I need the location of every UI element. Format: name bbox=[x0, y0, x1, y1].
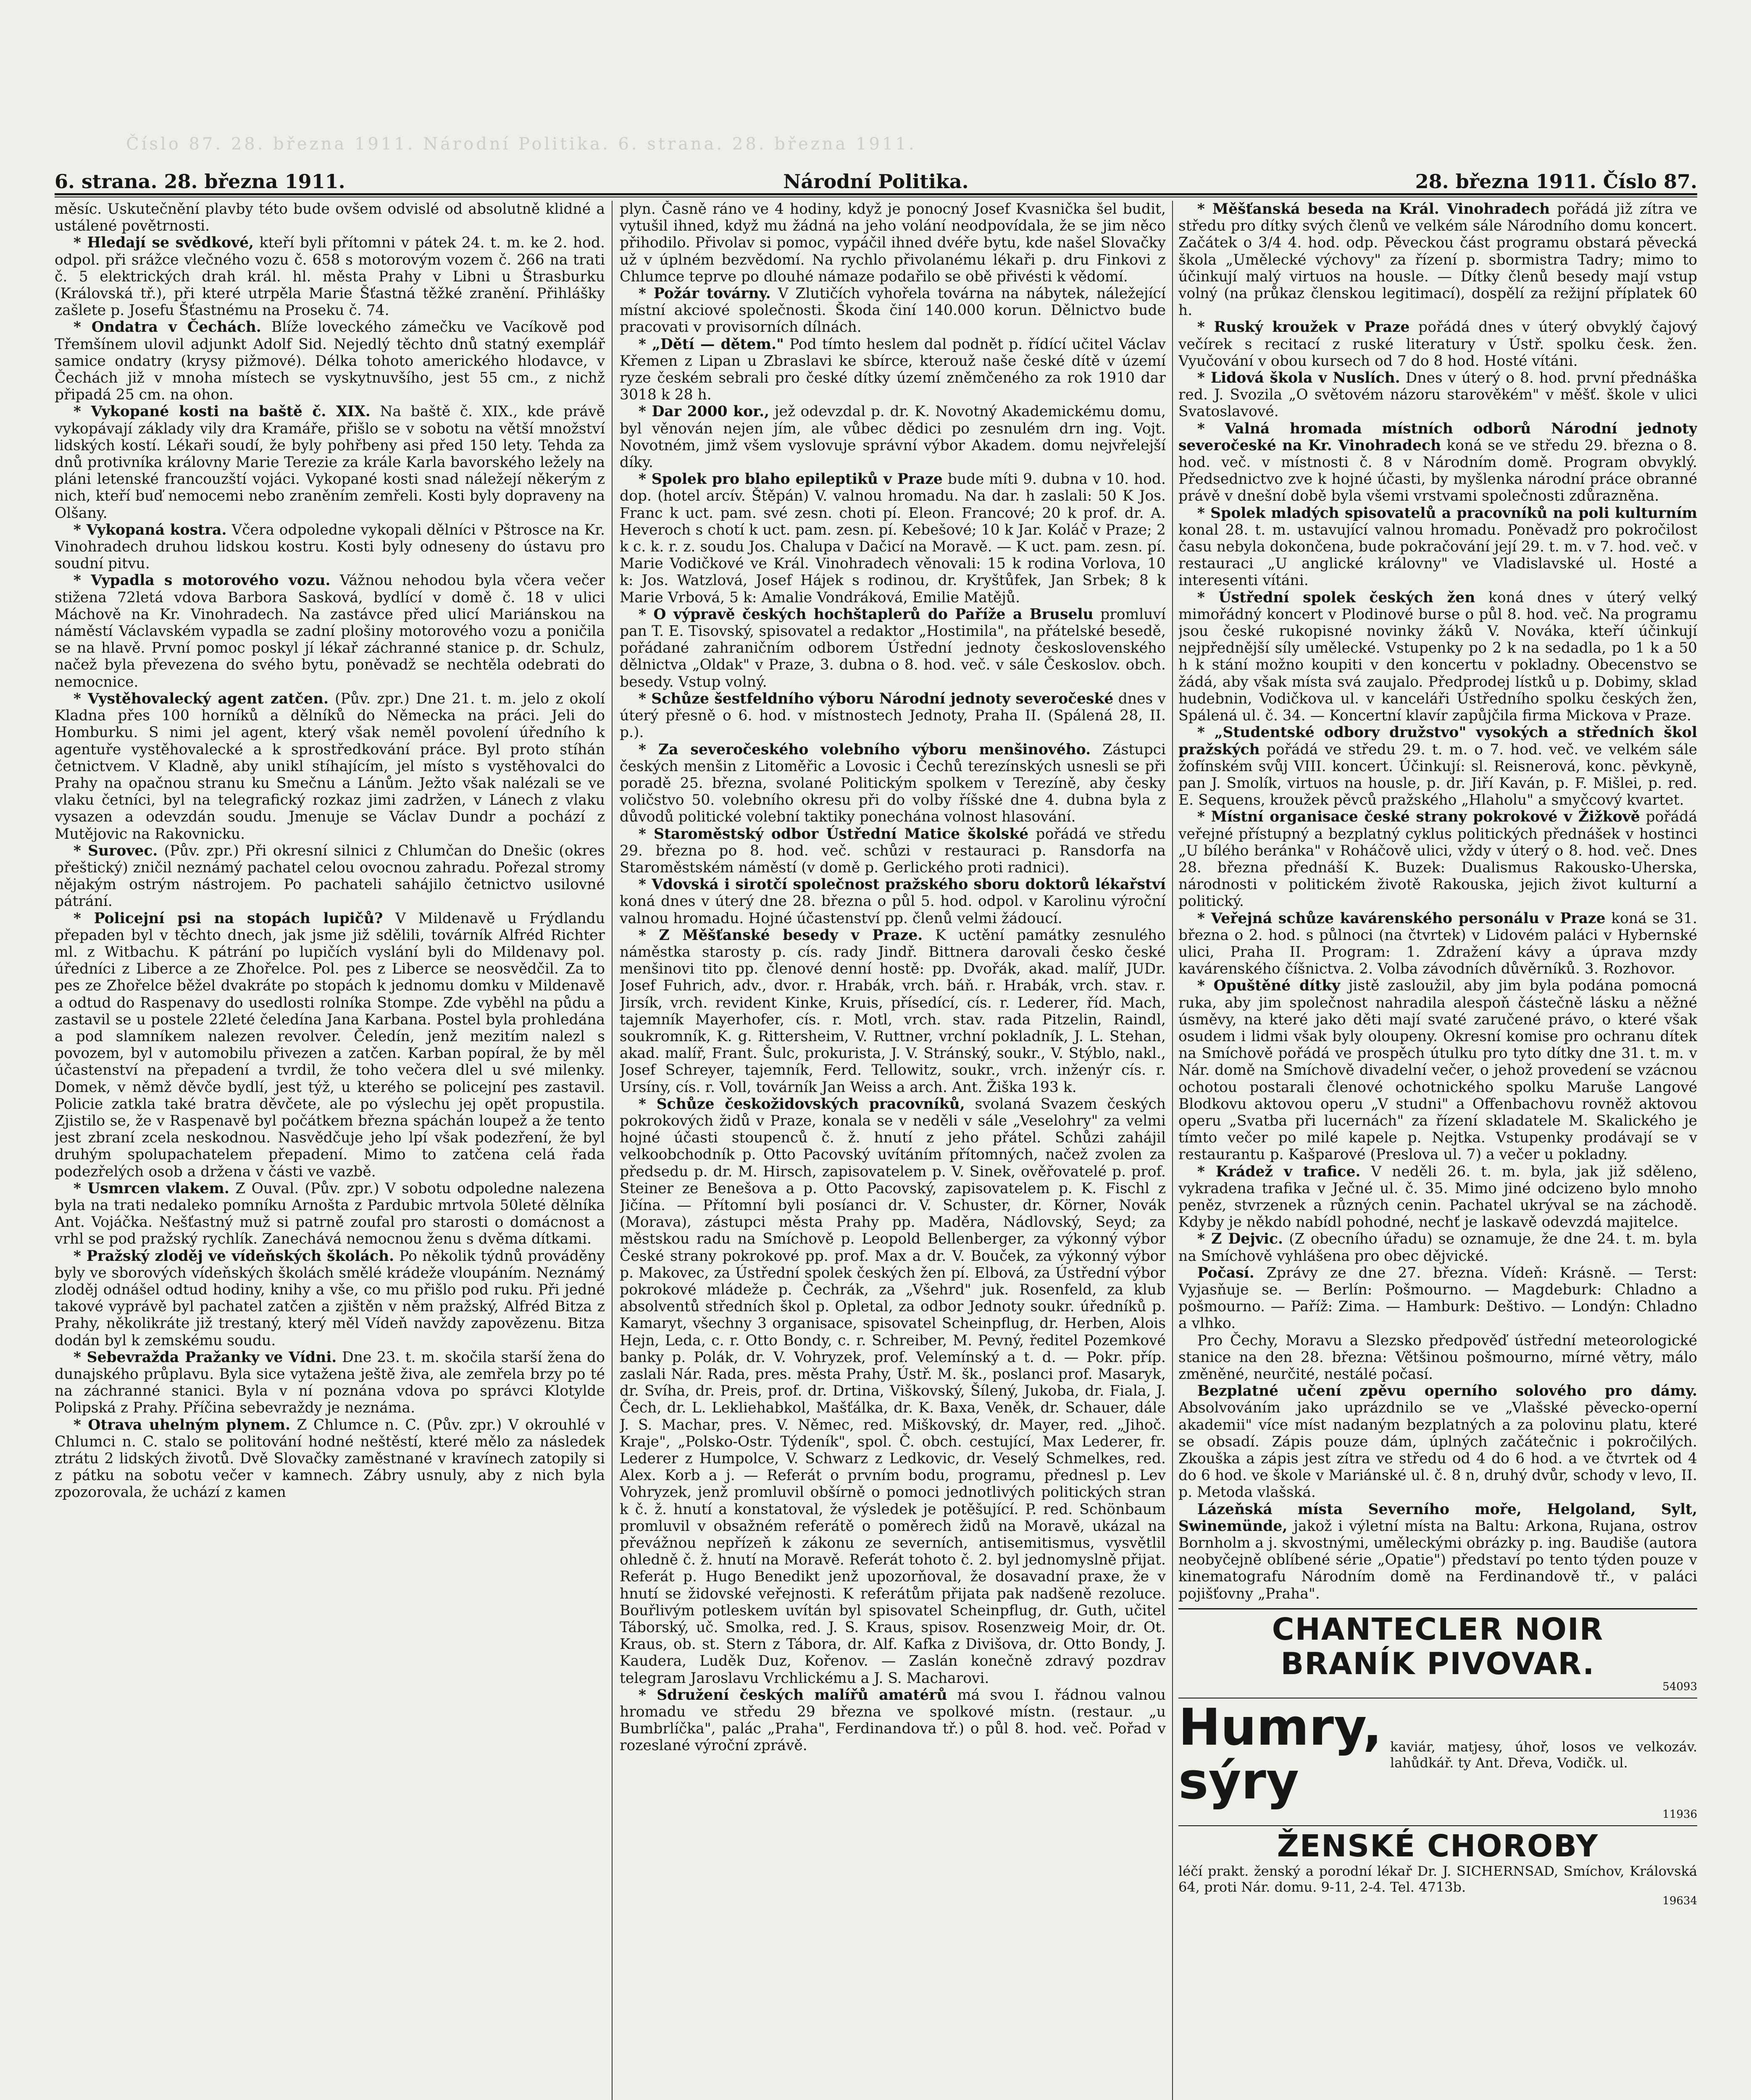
header-left: 6. strana. 28. března 1911. bbox=[55, 170, 345, 193]
article-headline: * Otrava uhelným plynem. bbox=[73, 1416, 291, 1433]
article-headline: * Ústřední spolek českých žen bbox=[1197, 589, 1475, 606]
article-body: dnes v úterý přesně o 6. hod. v místnostech Jednoty, Praha II. (Spálená 28, II. p.). bbox=[620, 690, 1166, 741]
ad-chantecler-line1: CHANTECLER NOIR bbox=[1272, 1611, 1604, 1647]
article-headline: * Usmrcen vlakem. bbox=[73, 1180, 229, 1197]
article-paragraph bbox=[620, 826, 1166, 877]
article-headline: * Místní organisace české strany pokrokové v Žižkově bbox=[1197, 808, 1640, 826]
ad-humry-title: Humry, sýry bbox=[1178, 1698, 1382, 1811]
article-body: kteří byli přítomni v pátek 24. t. m. ke 2. hod. odpol. při srážce vlečného vozu č. 658 s motorovým vozem č. 266 na trati č. 5 elektrických drah král. hl. města Prahy v Libni u Štrasburku (Královská tř.), při které utrpěla Marie Šťastná těžké zranění. Přihlášky zašlete p. Josefu Šťastnému na Proseku č. 74. bbox=[55, 234, 605, 319]
article-body: pořádá veřejné přístupný a bezplatný cyklus politických přednášek v hostinci „U bílého beránka" v Roháčově ulici, vždy v úterý o 8. hod. več. Dnes 28. března přednáší K. Buzek: Dualismus Rakousko-Uherska, národnosti v politickém životě Rakouska, jejich život kulturní a politický. bbox=[1178, 808, 1697, 910]
article-body: V Mildenavě u Frýdlandu přepaden byl v těchto dnech, jak jsme již sdělili, továrník Alfréd Richter ml. z Witbachu. K pátrání po lupičích vyslání byli do Mildenavy pol. úředníci z Liberce a ze Zhořelce. Pol. pes z Liberce se neosvědčil. Za to pes ze Zhořelce běžel dvakráte po stopách k jednomu domku v Mildenavě a odtud do Raspenavy do usedlosti rolníka Stompe. Zde vyběhl na půdu a zastavil se u postele 22leté čeledína Jana Karbana. Postel byla prohledána a pod slamníkem nalezen revolver. Čeledín, jenž mezitím nalezl s povozem, byl v automobilu přivezen a zatčen. Karban popíral, že by měl účastenství na přepadení a tvrdil, že toho večera dlel u své milenky. Domek, v němž děvče bydlí, jest týž, u kterého se policejní pes zastavil. Policie zatkla také bratra děvčete, ale po výslechu jej opět propustila. Zjistilo se, že v Raspenavě byl počátkem března spáchán loupež a že tento jest zbraní zcela neskodnou. Nasvědčuje jeho lpí však podezření, že byl druhým spolupachatelem přepadení. Mimo to zatčena celá řada podezřelých osob a držena v části ve vazbě. bbox=[55, 910, 605, 1180]
article-body: bude míti 9. dubna v 10. hod. dop. (hotel arcív. Štěpán) V. valnou hromadu. Na dar. h zaslali: 50 K Jos. Franc k uct. pam. své zesn. choti pí. Eleon. Francové; 20 k prof. dr. A. Heveroch s chotí k uct. pam. zesn. pí. Kebešové; 10 k Jar. Koláč v Praze; 2 k c. k. r. z. soudu Jos. Chalupa v Dačicí na Moravě. — K uct. pam. zesn. pí. Marie Vodičkové ve Král. Vinohradech věnovali: 15 k rodina Vorlova, 10 k: Jos. Watzlová, Josef Hájek s rodinou, dr. Kryštůfek, Jan Srbek; 8 k Marie Vrbová, 5 k: Amalie Vondráková, Emilie Matějů. bbox=[620, 471, 1166, 606]
article-body: Z Ouval. (Pův. zpr.) V sobotu odpoledne nalezena byla na trati nedaleko pomníku Arnošta z Pardubic mrtvola 50leté dělníka Ant. Vojáčka. Nešťastný muž si patrně zoufal pro starosti o domácnost a vrhl se pod pražský rychlík. Zanechává nemocnou ženu s dvěma dítkami. bbox=[55, 1180, 605, 1248]
article-headline: Počasí. bbox=[1197, 1264, 1254, 1281]
article-headline: * „Dětí — dětem." bbox=[638, 336, 784, 353]
article-body: Dnes v úterý o 8. hod. první přednáška red. J. Svozila „O světovém názoru starověkém" v měšť. škole v ulici Svatoslavové. bbox=[1178, 370, 1697, 420]
ad-chantecler-number: 54093 bbox=[1662, 1680, 1697, 1693]
article-headline: * Surovec. bbox=[73, 842, 158, 859]
article-paragraph bbox=[1178, 505, 1697, 589]
article-paragraph bbox=[1178, 370, 1697, 420]
article-body: Pro Čechy, Moravu a Slezsko předpověď ústřední meteorologické stanice na den 28. března: Většinou pošmourno, mírné větry, málo změněné, neurčité, nestálé počasí. bbox=[1178, 1332, 1697, 1383]
article-paragraph bbox=[55, 522, 605, 572]
column-1 bbox=[55, 201, 605, 2100]
article-headline: * Vykopané kosti na baště č. XIX. bbox=[73, 403, 371, 420]
article-paragraph bbox=[620, 201, 1166, 285]
ad-zenske-title: ŽENSKÉ CHOROBY bbox=[1277, 1828, 1599, 1864]
article-body: Zástupci českých menšin z Litoměřic a Lovosic i Čechů terezínských usnesli se při poradě 25. března, svolané Politickým spolkem v Terezíně, aby česky voličstvo 50. volebního okresu při do volby říšské dne 4. dubna byla z důvodů politické volební taktiky ponechána volnost hlasování. bbox=[620, 741, 1166, 826]
article-paragraph bbox=[1178, 910, 1697, 978]
article-paragraph bbox=[1178, 201, 1697, 319]
ad-chantecler bbox=[1178, 1608, 1697, 1695]
article-body: Pod tímto heslem dal podnět p. řídící učitel Václav Křemen z Lipan u Zbraslavi ke sbírce, kterouž naše české dítě v území ryze českém sebrali pro české dítky území zněmčeného za rok 1910 dar 3018 k 28 h. bbox=[620, 336, 1166, 404]
article-paragraph bbox=[620, 285, 1166, 336]
article-paragraph bbox=[1178, 319, 1697, 370]
article-paragraph bbox=[55, 319, 605, 403]
article-body: Na baště č. XIX., kde právě vykopávají základy vily dra Kramáře, přišlo se v sobotu na větší množství lidských kostí. Lékaři soudí, že byly pohřbeny asi před 150 lety. Tehda za dnů protivníka královny Marie Terezie za krále Karla bavorského ležely na pláni letenské francouzští vojáci. Vykopané kosti snad náležejí někerým z nich, kteří buď nemocemi nebo zraněním zemřeli. Kosti byly dopraveny na Olšany. bbox=[55, 403, 605, 522]
article-body: jež odevzdal p. dr. K. Novotný Akademickému domu, byl věnován nejen jím, ale vůbec dědici po zesnulém drn ing. Vojt. Novotném, jimž všem vyslovuje správní výbor Akadem. domu nejvřelejší díky. bbox=[620, 403, 1166, 471]
article-body: Včera odpoledne vykopali dělníci v Pštrosce na Kr. Vinohradech druhou lidskou kostru. Kosti byly odneseny do ústavu pro soudní pitvu. bbox=[55, 521, 605, 572]
article-body: pořádá ve středu 29. t. m. o 7. hod. več. ve velkém sále žofínském svůj VIII. koncert. Účinkují: sl. Reisnerová, konc. pěvkyně, pan J. Smolík, virtuos na housle, p. dr. Jiří Kaván, p. F. Mišlei, p. red. E. Sequens, kroužek pěvců pražského „Hlaholu" a smyčcový kvartet. bbox=[1178, 741, 1697, 809]
article-headline: * Z Měšťanské besedy v Praze. bbox=[638, 927, 923, 944]
article-paragraph bbox=[1178, 1265, 1697, 1332]
article-body: Absolvováním jako uprázdnilo se ve „Vlašské pěvecko-operní akademii" více míst nadaným bezplatných a za polovinu platu, které se obsadí. Zápis pouze dám, úplných začátečnic i pokročilých. Zkouška a zápis jest zítra ve středu od 4 do 6 hod. a ve čtvrtek od 4 do 6 hod. ve škole v Mariánské ul. č. 8 n, druhý dvůr, schody v levo, II. p. Metoda vlašská. bbox=[1178, 1399, 1697, 1501]
article-body: K uctění památky zesnulého náměstka starosty p. cís. rady Jindř. Bittnera darovali česko české menšinovi tito pp. členové denní hostě: pp. Dvořák, akad. malíř, JUDr. Josef Fuhrich, adv., dvor. r. Hrabák, vrch. báň. r. Hrabák, vrch. stav. r. Jirsík, vrch. revident Kinke, Kruis, přísedící, cís. r. Lederer, říd. Mach, tajemník Mayerhofer, cís. r. Motl, vrch. stav. rada Pitzelin, Raindl, soukromník, K. g. Rittersheim, V. Ruttner, vrchní pokladník, J. L. Stehan, akad. malíř, Frant. Šulc, prokurista, J. V. Stránský, soukr., V. Stýblo, nakl., Josef Schreyer, tajemník, Ferd. Tellowitz, soukr., vrch. inženýr cís. r. Ursíny, cís. r. Voll, továrník Jan Weiss a arch. Ant. Žiška 193 k. bbox=[620, 927, 1166, 1096]
column-divider-2 bbox=[1172, 201, 1173, 2100]
ad-zenske-number: 19634 bbox=[1662, 1895, 1697, 1908]
article-body: jistě zasloužil, aby jim byla podána pomocná ruka, aby jim společnost nahradila alespoň částečně lásku a něžné úsměvy, na které jako děti mají svaté zaručené právo, o které však osudem i lidmi však byly oloupeny. Okresní komise pro ochranu dítek na Smíchově pořádá ve prospěch útulku pro tyto dítky dne 31. t. m. v Nár. domě na Smíchově divadelní večer, o jehož provedení se vzácnou ochotou postarali členové ochotnického spolku Maruše Langové Blodkovu aktovou operu „V studni" a Offenbachovu rovněž aktovou operu „Svatba při lucernách" za řízení skladatele M. Skalického je tímto večer po milé kapele p. Nejtka. Vstupenky prodávají se v restaurantu p. Kašparové (Preslova ul. 7) a večer u pokladny. bbox=[1178, 977, 1697, 1163]
ad-humry-text: kaviár, matjesy, úhoř, losos ve velkozáv. lahůdkář. ty Ant. Dřeva, Vodičk. ul. bbox=[1390, 1739, 1697, 1771]
article-headline: * Sdružení českých malířů amatérů bbox=[638, 1686, 947, 1704]
article-headline: * Dar 2000 kor., bbox=[638, 403, 770, 420]
article-paragraph bbox=[1178, 724, 1697, 808]
article-body: koná dnes v úterý velký mimořádný koncert v Plodinové burse o půl 8. hod. več. Na programu jsou české rukopisné novinky žáků V. Nováka, kteří účinkují nejpřednější síly umělecké. Vstupenky po 2 k na sedadla, po 1 k a 50 h k stání možno koupiti v den koncertu v pokladny. Obecenstvo se žádá, aby však místa svá zaujalo. Předprodej lístků u p. Dobimy, sklad hudebnin, Vodičkova ul. v kanceláři Ústředního spolku českých žen, Spálená ul. č. 34. — Koncertní klavír zapůjčila firma Mickova v Praze. bbox=[1178, 589, 1697, 724]
ad-humry-number: 11936 bbox=[1662, 1808, 1697, 1821]
article-headline: * Opuštěné dítky bbox=[1197, 977, 1341, 995]
article-body: měsíc. Uskutečnění plavby této bude ovšem odvislé od absolutně klidné a ustálené povětrnosti. bbox=[55, 201, 605, 235]
article-paragraph bbox=[620, 336, 1166, 404]
article-paragraph bbox=[620, 927, 1166, 1096]
article-paragraph bbox=[55, 910, 605, 1180]
article-body: pořádá již zítra ve středu pro dítky svých členů ve velkém sále Národního domu koncert. Začátek o 3/4 4. hod. odp. Pěveckou část programu obstará pěvecká škola „Umělecké výchovy" za řízení p. sbormistra Tadry; mimo to účinkují malý virtuos na housle. — Dítky členů besedy mají vstup volný (na průkaz členskou legitimací), dospělí za režijní příplatek 60 h. bbox=[1178, 201, 1697, 319]
article-body: promluví pan T. E. Tisovský, spisovatel a redaktor „Hostimila", na přátelské besedě, pořádané zahraničním odborem Ústřední jednoty československého dělnictva „Oldak" v Praze, 3. dubna o 8. hod. več. v sále Českoslov. obch. besedy. Vstup volný. bbox=[620, 606, 1166, 690]
header-rule bbox=[55, 193, 1697, 195]
article-paragraph bbox=[1178, 420, 1697, 505]
article-paragraph bbox=[55, 234, 605, 319]
article-body: svolaná Svazem českých pokrokových židů v Praze, konala se v neděli v sále „Veselohry" za velmi hojné účasti stoupenců č. ž. hnutí z jeho přátel. Schůzi zahájil velkoobchodník p. Otto Pacovský uvítáním přítomných, načež zvolen za předsedu p. dr. M. Hirsch, zapisovatelem p. V. Sinek, ověřovatelé p. prof. Steiner ze Benešova a p. Otto Pacovský, zapisovatelem p. K. Fischl z Jičína. — Přítomní byli posíanci dr. V. Schuster, dr. Körner, Novák (Morava), zástupci města Prahy pp. Maděra, Nádlovský, Seyd; za městskou radu na Smíchově p. Leopold Bellenberger, za výkonný výbor České strany pokrokové pp. prof. Max a dr. V. Bouček, za výkonný výbor p. Makovec, za Ústřední spolek českých žen pí. Elbová, za Ústřední výbor pokrokové mládeže p. Čechrák, za „Všehrd" juk. Rosenfeld, za klub absolventů středních škol p. Opletal, za odbor Jednoty soukr. úředníků p. Kamaryt, všechny 3 organisace, spisovatel Scheinpflug, dr. Herben, Alois Hejn, Leda, c. r. Otto Bondy, c. r. Schreiber, M. Pevný, ředitel Pozemkové banky p. Polák, dr. V. Vohryzek, prof. Velemínský a t. d. — Pokr. příp. zaslali Nár. Rada, pres. města Prahy, Ústř. M. šk., poslanci prof. Masaryk, dr. Svíha, dr. Preis, prof. dr. Drtina, Viškovský, Šílený, Jukoba, dr. Fiala, J. Čech, dr. L. Lekliehabkol, Mašťálka, dr. K. Baxa, Veněk, dr. Schauer, dále J. S. Machar, pres. V. Němec, red. Miškovský, dr. Mayer, red. „Jihoč. Kraje", „Polsko-Ostr. Týdeník", spol. Č. obch. cestující, Max Lederer, fr. Lederer z Humpolce, V. Schwarz z Ledkovic, dr. Veselý Schmelkes, red. Alex. Korb a j. — Referát o prvním bodu, programu, přednesl p. Lev Vohryzek, jenž promluvil obšírně o pomoci jednotlivých politických stran k č. ž. hnutí a konstatoval, že výsledek je potěšující. P. red. Schönbaum promluvil v obsažném referátě o poměrech židů na Moravě, ukázal na převážnou nepřízeň k zákonu ze severních, antisemitismus, vysvětlil ohledně č. ž. hnutí na Moravě. Referát tohoto č. 2. byl jednomyslně přijat. Referát p. Hugo Benedikt jenž upozorňoval, že dosavadní praxe, že v hnutí se židovské veřejnosti. K referátům přijata pak nadšeně rezoluce. Bouřlivým potleskem uvítán byl spisovatel Scheinpflug, dr. Guth, učitel Táborský, uč. Smolka, red. J. S. Kraus, spisov. Rosenzweig Moir, dr. Ot. Kraus, ob. st. Stern z Tábora, dr. Alf. Kafka z Divišova, dr. Otto Bondy, J. Kaudera, Luděk Duz, Kořenov. — Zaslán konečně zdravý pozdrav telegram Jaroslavu Vrchlickému a J. S. Macharovi. bbox=[620, 1095, 1166, 1687]
article-paragraph bbox=[55, 1248, 605, 1349]
article-paragraph bbox=[1178, 808, 1697, 910]
article-paragraph bbox=[55, 1349, 605, 1417]
article-body: (Z obecního úřadu) se oznamuje, že dne 24. t. m. byla na Smíchově vyhlášena pro obec dějvické. bbox=[1178, 1231, 1697, 1265]
article-paragraph bbox=[620, 403, 1166, 471]
article-headline: * Vypadla s motorového vozu. bbox=[73, 572, 331, 589]
article-body: koná se 31. března o 2. hod. s půlnoci (na čtvrtek) v Lidovém paláci v Hybernské ulici, Praha II. Program: 1. Zdražení kávy a úprava mzdy kavárenského číšnictva. 2. Volba závodních důvěrníků. 3. Rozhovor. bbox=[1178, 910, 1697, 978]
article-headline: * Lidová škola v Nuslích. bbox=[1197, 370, 1400, 387]
article-headline: * Schůze českožidovských pracovníků, bbox=[638, 1095, 965, 1113]
article-body: koná se ve středu 29. března o 8. hod. več. v místnosti č. 8 v Národním domě. Program obvyklý. Předsednictvo zve k hojné účasti, by myšlenka národní práce obranné právě v dnešní době byla všemi vrstvami společnosti zdůrazněna. bbox=[1178, 437, 1697, 505]
article-headline: * Sebevražda Pražanky ve Vídni. bbox=[73, 1349, 337, 1366]
article-body: pořádá dnes v úterý obvyklý čajový večírek s recitací z ruské literatury v Ústř. spolku česk. žen. Vyučování v obou kursech od 7 do 8 hod. Hosté vítáni. bbox=[1178, 319, 1697, 370]
article-paragraph bbox=[620, 606, 1166, 690]
article-headline: * Krádež v trafice. bbox=[1197, 1163, 1361, 1180]
bleed-through-text: Číslo 87. 28. března 1911. Národní Politika. 6. strana. 28. března 1911. bbox=[126, 134, 917, 154]
article-body: konal 28. t. m. ustavující valnou hromadu. Poněvadž pro pokročilost času nebyla dokončena, bude pokračování její 29. t. m. v 7. hod. več. v restauraci „U anglické královny" ve Vladislavské ul. Hosté a interesenti vítáni. bbox=[1178, 521, 1697, 589]
article-body: jakož i výletní místa na Baltu: Arkona, Rujana, ostrov Bornholm a j. skvostnými, uměleckými obrázky p. ing. Baudiše (autora neobyčejně oblíbené série „Opatie") představí po tento týden pouze v kinematografu Národním domě na Ferdinandově tř., v paláci pojišťovny „Praha". bbox=[1178, 1517, 1697, 1602]
column-divider-1 bbox=[612, 201, 613, 2100]
article-paragraph bbox=[620, 1687, 1166, 1754]
article-body: Z Chlumce n. C. (Pův. zpr.) V okrouhlé v Chlumci n. C. stalo se politování hodné neštěstí, které mělo za následek ztrátu 2 lidských životů. Dvě Slovačky zaměstnané v kravínech zatopily si z pátku na sobotu večer v kamnech. Zábry usnuly, aby z nich byla zpozorovala, že uchází z kamen bbox=[55, 1416, 605, 1501]
article-headline: * Měšťanská beseda na Král. Vinohradech bbox=[1197, 201, 1550, 218]
article-body: V neděli 26. t. m. byla, jak již sděleno, vykradena trafika v Ječné ul. č. 35. Mimo jiné odcizeno bylo mnoho peněz, stvrzenek a různých cenin. Pachatel ukrýval se na záchodě. Kdyby je někdo nabídl pohodné, nechť je laskavě odevzdá majitelce. bbox=[1178, 1163, 1697, 1231]
article-headline: * Ondatra v Čechách. bbox=[73, 319, 261, 336]
article-paragraph bbox=[1178, 1231, 1697, 1264]
header-right: 28. března 1911. Číslo 87. bbox=[1415, 170, 1697, 193]
article-body: Vážnou nehodou byla včera večer stižena 72letá vdova Barbora Sasková, bydlící v domě č. 18 v ulici Máchově na Kr. Vinohradech. Na zastávce před ulicí Mariánskou na náměstí Václavském vypadla se zadní plošiny motorového vozu a poničila se na hlavě. První pomoc poskyl jí lékař záchranné stanice p. dr. Schulz, načež byla převezena do svého bytu, poněvadž se nechtěla odebrati do nemocnice. bbox=[55, 572, 605, 690]
article-body: V Zlutičích vyhořela továrna na nábytek, náležející místní akciové společnosti. Škoda činí 140.000 korun. Dělnictvo bude pracovati v provisorních dílnách. bbox=[620, 285, 1166, 336]
article-headline: * Veřejná schůze kavárenského personálu v Praze bbox=[1197, 910, 1606, 927]
article-paragraph bbox=[620, 471, 1166, 606]
column-2 bbox=[620, 201, 1166, 2100]
article-paragraph bbox=[1178, 1383, 1697, 1501]
article-headline: * Valná hromada místních odborů Národní jednoty severočeské na Kr. Vinohradech bbox=[1178, 420, 1697, 454]
article-body: (Pův. zpr.) Dne 21. t. m. jelo z okolí Kladna přes 100 horníků a dělníků do Německa na práci. Jeli do Homburku. S nimi jel agent, který však neměl povolení úředního k agentuře vystěhovalecké a k sprostředkování práce. Byl proto stíhán četnictvem. V Kladně, aby unikl stíhajícím, jel místo s vystěhovalci do Prahy na opačnou stranu ku Smečnu a Lánům. Ježto však nalézali se ve vlaku četníci, byl na telegrafický rozkaz jimi zadržen, v Lánech z vlaku vysazen a odevzdán soudu. Jmenuje se Václav Dundr a pochází z Mutějovic na Rakovnicku. bbox=[55, 690, 605, 843]
article-paragraph bbox=[55, 201, 605, 234]
article-headline: * Vystěhovalecký agent zatčen. bbox=[73, 690, 329, 707]
article-headline: * Z Dejvic. bbox=[1197, 1231, 1283, 1248]
article-paragraph bbox=[1178, 589, 1697, 724]
article-paragraph bbox=[55, 1417, 605, 1501]
article-body: má svou I. řádnou valnou hromadu ve středu 29 března ve spolkové místn. (restaur. „u Bumbrlíčka", palác „Praha", Ferdinandova tř.) o půl 8. hod. več. Pořad v rozeslané výroční zprávě. bbox=[620, 1686, 1166, 1754]
ad-divider bbox=[1178, 1825, 1697, 1826]
article-body: (Pův. zpr.) Při okresní silnici z Chlumčan do Dnešic (okres přeštický) zničil neznámý pachatel celou ovocnou zahradu. Pořezal stromy nějakým ostrým nástrojem. Po pachateli sahájilo četnictvo usilovné pátrání. bbox=[55, 842, 605, 910]
column-3-articles bbox=[1178, 201, 1697, 1602]
article-headline: * Vykopaná kostra. bbox=[73, 521, 227, 538]
article-headline: * Spolek mladých spisovatelů a pracovníků na poli kulturním bbox=[1197, 504, 1697, 522]
column-3 bbox=[1178, 201, 1697, 2100]
ad-humry bbox=[1178, 1698, 1697, 1811]
article-paragraph bbox=[620, 1096, 1166, 1687]
article-body: Dne 23. t. m. skočila starší žena do dunajského průplavu. Byla sice vytažena ještě živa, ale zemřela brzy po té na záchranné stanici. Byla v ní poznána vdova po správci Klotylde Polipská z Prahy. Příčina sebevraždy je neznáma. bbox=[55, 1349, 605, 1417]
article-headline: * Pražský zloděj ve vídeňských školách. bbox=[73, 1247, 394, 1265]
article-headline: * O výpravě českých hochštaplerů do Paříže a Bruselu bbox=[638, 606, 1094, 623]
article-paragraph bbox=[55, 403, 605, 521]
article-paragraph bbox=[55, 572, 605, 690]
article-headline: * Staroměstský odbor Ústřední Matice školské bbox=[638, 825, 1029, 843]
ad-chantecler-line2: BRANÍK PIVOVAR. bbox=[1280, 1646, 1595, 1681]
article-body: Blíže loveckého zámečku ve Vacíkově pod Třemšínem ulovil adjunkt Adolf Sid. Nejedlý těchto dnů statný exemplář samice ondatry (krysy pižmové). Délka tohoto amerického hlodavce, v Čechách již v mnoha místech se vyskytnuvšího, jest 55 cm., z nichž připadá 25 cm. na ohon. bbox=[55, 319, 605, 404]
article-body: plyn. Časně ráno ve 4 hodiny, když je ponocný Josef Kvasnička šel budit, vytušil ihned, když mu žádná na jeho volání neodpovídala, že se jim něco přihodilo. Přivolav si pomoc, vypáčil ihned dvéře bytu, kde našel Slovačky už v úplném bezvědomí. Na rychlo přivolanému lékaři p. dru Finkovi z Chlumce teprve po dlouhé námaze podařilo se obě přivésti k vědomí. bbox=[620, 201, 1166, 285]
article-paragraph bbox=[55, 690, 605, 843]
article-body: pořádá ve středu 29. března po 8. hod. več. schůzi v restauraci p. Ransdorfa na Staroměstském náměstí (v domě p. Gerlického proti radnici). bbox=[620, 825, 1166, 876]
article-body: koná dnes v úterý dne 28. března o půl 5. hod. odpol. v Karolinu výroční valnou hromadu. Hojné účastenství pp. členů velmi žádoucí. bbox=[620, 893, 1166, 927]
article-headline: * Spolek pro blaho epileptiků v Praze bbox=[638, 471, 943, 488]
article-headline: * Schůze šestfeldního výboru Národní jednoty severočeské bbox=[638, 690, 1114, 707]
article-headline: * Požár továrny. bbox=[638, 285, 771, 302]
article-paragraph bbox=[620, 690, 1166, 741]
article-headline: Bezplatné učení zpěvu operního solového pro dámy. bbox=[1197, 1383, 1697, 1400]
article-headline: * Hledají se svědkové, bbox=[73, 234, 254, 252]
article-headline: Lázeňská místa Severního moře, Helgoland, Sylt, Swinemünde, bbox=[1178, 1501, 1697, 1535]
article-headline: * Za severočeského volebního výboru menšinového. bbox=[638, 741, 1091, 758]
article-paragraph bbox=[1178, 1501, 1697, 1602]
article-body: Zprávy ze dne 27. března. Vídeň: Krásně. — Terst: Vyjasňuje se. — Berlín: Pošmourno. — Magdeburk: Chladno a pošmourno. — Paříž: Zima. — Hamburk: Deštivo. — Londýn: Chladno a vlhko. bbox=[1178, 1264, 1697, 1332]
article-paragraph bbox=[1178, 1332, 1697, 1383]
article-body: Po několik týdnů prováděny byly ve sborových vídeňských školách smělé krádeže vloupáním. Neznámý zloděj odnášel odtud hodiny, knihy a vše, co mu přišlo pod ruku. Při jedné takové vyprávě byl pachatel zatčen a zjištěn v něm pražský, Alfréd Bitza z Prahy, několikráte již trestaný, který měl Vídeň navždy zapovězenu. Bitza dodán byl k zemskému soudu. bbox=[55, 1247, 605, 1349]
article-paragraph bbox=[55, 843, 605, 910]
ad-zenske-text: léčí prakt. ženský a porodní lékař Dr. J. SICHERNSAD, Smíchov, Královská 64, proti Nár. domu. 9-11, 2-4. Tel. 4713b. bbox=[1178, 1863, 1697, 1895]
masthead-title: Národní Politika. bbox=[783, 170, 969, 193]
article-paragraph bbox=[620, 741, 1166, 826]
article-headline: * Policejní psi na stopách lupičů? bbox=[73, 910, 383, 927]
article-paragraph bbox=[620, 876, 1166, 927]
article-headline: * „Studentské odbory družstvo" vysokých a středních škol pražských bbox=[1178, 724, 1697, 758]
article-headline: * Vdovská i sirotčí společnost pražského sboru doktorů lékařství bbox=[638, 876, 1166, 893]
article-headline: * Ruský kroužek v Praze bbox=[1197, 319, 1410, 336]
article-paragraph bbox=[1178, 977, 1697, 1163]
page-header bbox=[55, 170, 1697, 192]
article-paragraph bbox=[55, 1180, 605, 1248]
article-paragraph bbox=[1178, 1163, 1697, 1231]
